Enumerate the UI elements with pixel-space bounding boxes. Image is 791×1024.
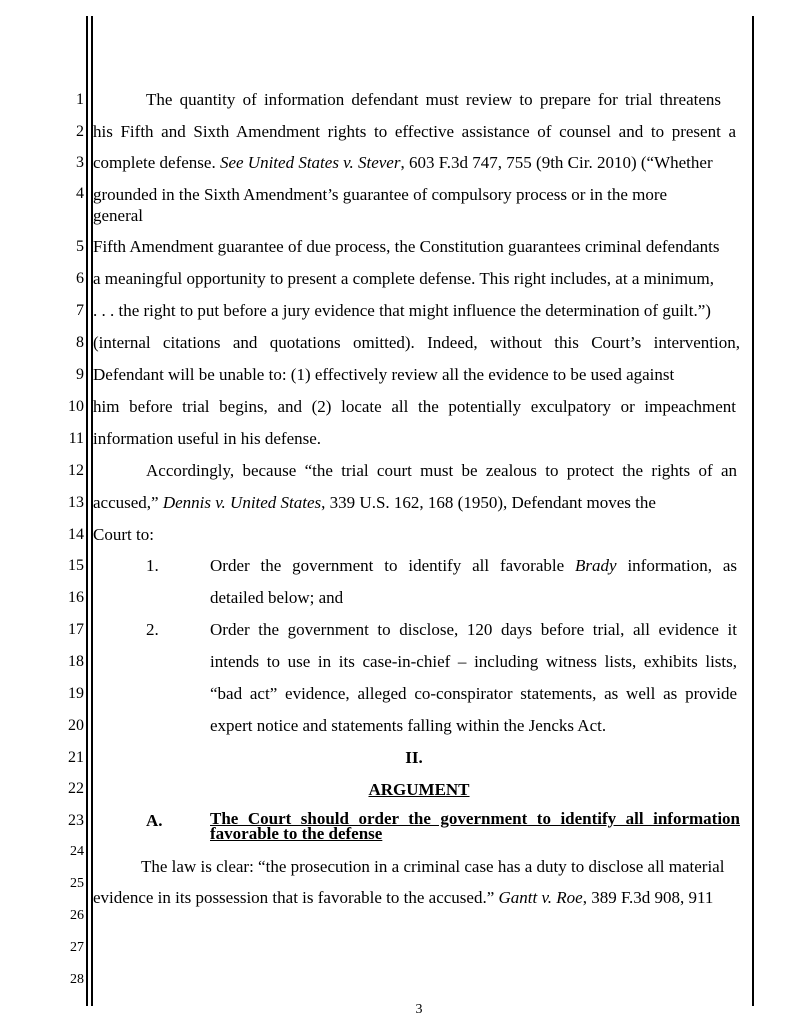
text-line: Defendant will be unable to: (1) effectively review all the evidence to be used against (93, 365, 675, 384)
text-line: information useful in his defense. (93, 429, 322, 448)
text-span: information, as (616, 556, 738, 575)
text-line: his Fifth and Sixth Amendment rights to effective assistance of counsel and to present a (93, 122, 736, 141)
line-number: 19 (68, 685, 84, 702)
right-margin-rule (752, 16, 754, 1006)
text-span: evidence in its possession that is favorable to the accused.” (93, 888, 499, 907)
line-number: 17 (68, 621, 84, 638)
text-span: Order the government to identify all favorable (210, 556, 576, 575)
text-span: , 339 U.S. 162, 168 (1950), Defendant moves the (321, 493, 656, 512)
line-number: 24 (70, 844, 84, 859)
left-margin-rule-outer (86, 16, 88, 1006)
text-line: him before trial begins, and (2) locate all the potentially exculpatory or impeachment (93, 397, 736, 416)
text-span: , 389 F.3d 908, 911 (582, 888, 714, 907)
text-line (210, 556, 737, 576)
line-number: 3 (76, 154, 84, 171)
line-number: 11 (68, 430, 84, 447)
subheading-title: The Court should order the government to identify all information favorable to the defense (210, 809, 740, 843)
text-line (93, 493, 656, 513)
text-line: Fifth Amendment guarantee of due process, the Constitution guarantees criminal defendants (93, 237, 720, 256)
text-span: , 603 F.3d 747, 755 (9th Cir. 2010) (“Whether (400, 153, 713, 172)
line-number: 21 (68, 749, 84, 766)
list-number: 1. (146, 556, 159, 575)
text-span: complete defense. (93, 153, 220, 172)
line-number: 20 (68, 717, 84, 734)
line-number: 23 (68, 812, 84, 829)
text-line: . . . the right to put before a jury evidence that might influence the determination of guilt.”) (93, 301, 711, 320)
text-line: intends to use in its case-in-chief – including witness lists, exhibits lists, (210, 652, 737, 671)
section-number: II. (405, 748, 423, 767)
list-number: 2. (146, 620, 159, 639)
text-line: a meaningful opportunity to present a complete defense. This right includes, at a minimum, (93, 269, 714, 288)
brady-term: Brady (575, 556, 617, 575)
line-number: 1 (76, 91, 84, 108)
case-citation: Gantt v. Roe (498, 888, 583, 907)
text-line: “bad act” evidence, alleged co-conspirator statements, as well as provide (210, 684, 737, 703)
line-number: 13 (68, 494, 84, 511)
line-number: 26 (70, 908, 84, 923)
text-line: The law is clear: “the prosecution in a criminal case has a duty to disclose all material (141, 857, 725, 876)
text-line (93, 153, 713, 173)
line-number: 15 (68, 557, 84, 574)
line-number: 7 (76, 302, 84, 319)
line-number: 22 (68, 780, 84, 797)
line-number: 25 (70, 876, 84, 891)
section-title: ARGUMENT (368, 780, 470, 799)
text-line: Accordingly, because “the trial court must be zealous to protect the rights of an (146, 461, 737, 480)
text-line: The quantity of information defendant must review to prepare for trial threatens (146, 90, 721, 109)
line-number: 10 (68, 398, 84, 415)
line-number: 6 (76, 270, 84, 287)
page-number: 3 (415, 1002, 423, 1017)
line-number: 12 (68, 462, 84, 479)
text-line: grounded in the Sixth Amendment’s guarantee of compulsory process or in the more (93, 185, 668, 204)
case-citation: See United States v. Stever (219, 153, 401, 172)
line-number: 28 (70, 972, 84, 987)
text-line: detailed below; and (210, 588, 344, 607)
text-line: expert notice and statements falling within the Jencks Act. (210, 716, 607, 735)
text-line: Order the government to disclose, 120 days before trial, all evidence it (210, 620, 737, 639)
line-number: 27 (70, 940, 84, 955)
subheading-letter: A. (146, 811, 163, 830)
line-number: 2 (76, 123, 84, 140)
line-number: 4 (76, 185, 84, 202)
line-number: 5 (76, 238, 84, 255)
case-citation: Dennis v. United States (162, 493, 322, 512)
line-number: 8 (76, 334, 84, 351)
text-span: accused,” (93, 493, 163, 512)
line-number: 16 (68, 589, 84, 606)
text-line: (internal citations and quotations omitted). Indeed, without this Court’s intervention, (93, 333, 740, 352)
text-line (93, 888, 713, 908)
text-line: general (93, 206, 144, 225)
line-number: 14 (68, 526, 84, 543)
line-number: 18 (68, 653, 84, 670)
text-line: Court to: (93, 525, 154, 544)
line-number: 9 (76, 366, 84, 383)
